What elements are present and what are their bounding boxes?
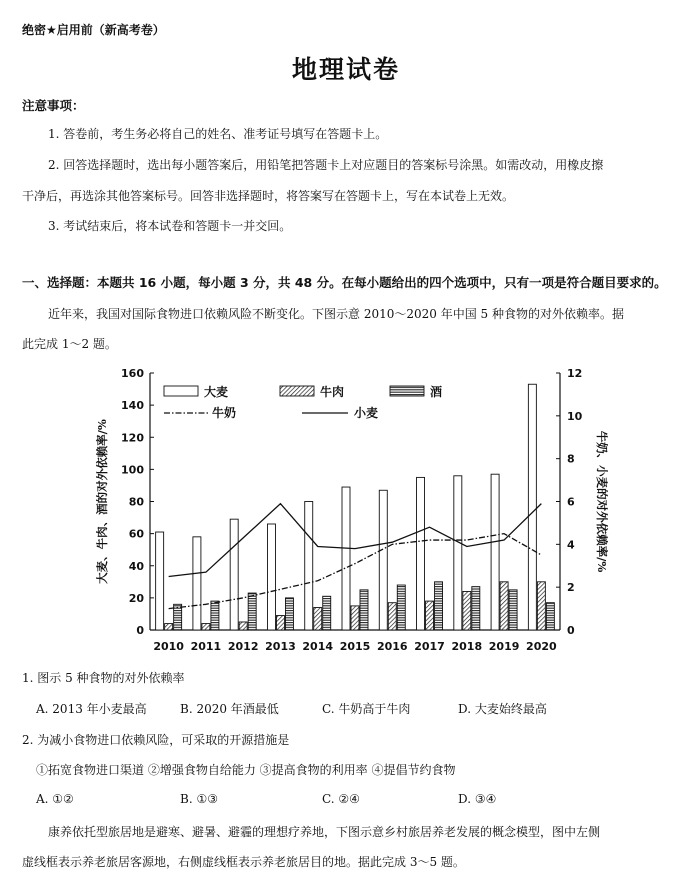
q1-stem: 1. 图示 5 种食物的对外依赖率 [22,671,185,685]
y-tick-label-left: 60 [128,527,144,541]
legend-label: 酒 [430,385,443,399]
y-tick-label-left: 160 [121,367,144,380]
x-tick-label: 2017 [414,640,445,653]
bar-大麦 [230,519,238,630]
bar-牛肉 [537,582,545,630]
bar-大麦 [305,502,313,631]
line-牛奶 [169,534,542,609]
bar-牛肉 [276,616,284,630]
intro-text: 近年来，我国对国际食物进口依赖风险不断变化。下图示意 2010～2020 年中国 5 种食物的对外依赖率。据 [48,307,624,321]
q1-option-b: B. 2020 年酒最低 [180,702,279,716]
x-tick-label: 2015 [339,640,371,653]
legend-label: 牛奶 [212,406,237,420]
bar-酒 [360,590,368,630]
legend-swatch [164,386,198,396]
intro-text: 此完成 1～2 题。 [22,337,117,351]
line-小麦 [169,504,542,577]
bar-牛肉 [500,582,508,630]
y-tick-label-left: 20 [128,591,144,605]
q1-option-d: D. 大麦始终最高 [458,702,547,716]
bar-牛肉 [239,622,247,630]
y-tick-label-right: 4 [567,538,575,552]
bar-酒 [323,596,331,630]
bar-大麦 [156,532,164,630]
y-axis-title-left: 大麦、牛肉、酒的对外依赖率/% [95,419,109,584]
q1-option-c: C. 牛奶高于牛肉 [322,702,411,716]
bar-大麦 [193,537,201,630]
x-tick-label: 2014 [302,640,334,653]
x-tick-label: 2013 [265,640,296,653]
page-title: 地理试卷 [291,55,400,84]
bar-酒 [546,603,554,630]
legend-swatch [280,386,314,396]
bar-大麦 [267,524,275,630]
q2-option-c: C. ②④ [322,792,360,806]
bar-酒 [285,598,293,630]
bar-酒 [472,587,480,630]
bar-牛肉 [165,624,173,630]
note-item: 干净后，再选涂其他答案标号。回答非选择题时，将答案写在答题卡上，写在本试卷上无效。 [22,189,515,203]
legend-label: 小麦 [354,406,379,420]
section-heading: 一、选择题：本题共 16 小题，每小题 3 分，共 48 分。在每小题给出的四个选项中，只有一项是符合题目要求的。 [22,275,667,290]
dependency-chart [90,358,610,663]
y-tick-label-right: 6 [567,495,575,509]
y-tick-label-right: 12 [567,367,583,380]
q2-option-a: A. ①② [36,792,74,806]
q2-option-d: D. ③④ [458,792,497,806]
legend-label: 大麦 [204,385,229,399]
bar-牛肉 [388,603,396,630]
y-tick-label-right: 8 [567,452,575,466]
bar-酒 [211,601,219,630]
q2-stem: 2. 为减小食物进口依赖风险，可采取的开源措施是 [22,733,290,747]
bar-大麦 [342,487,350,630]
y-tick-label-right: 0 [567,624,575,637]
q1-option-a: A. 2013 年小麦最高 [36,702,147,716]
legend-label: 牛肉 [320,385,345,399]
x-tick-label: 2016 [376,640,408,653]
q2-items: ①拓宽食物进口渠道 ②增强食物自给能力 ③提高食物的利用率 ④提倡节约食物 [36,763,456,777]
notes-heading: 注意事项： [22,98,85,113]
bar-酒 [397,585,405,630]
bar-大麦 [491,474,499,630]
y-tick-label-right: 10 [567,409,583,423]
y-tick-label-left: 0 [136,624,144,637]
bar-大麦 [379,490,387,630]
x-tick-label: 2019 [488,640,520,653]
bar-大麦 [417,477,425,630]
x-tick-label: 2012 [227,640,259,653]
y-tick-label-left: 80 [128,495,144,509]
x-tick-label: 2011 [190,640,222,653]
q2-option-b: B. ①③ [180,792,218,806]
bar-牛肉 [463,591,471,630]
bar-牛肉 [314,608,322,630]
y-tick-label-left: 100 [121,463,144,477]
confidential-note: 绝密★启用前（新高考卷） [22,23,165,37]
y-tick-label-left: 40 [128,559,144,573]
y-tick-label-left: 140 [121,399,144,413]
intro2-text: 虚线框表示养老旅居客源地，右侧虚线框表示养老旅居目的地。据此完成 3～5 题。 [22,855,465,869]
x-tick-label: 2020 [526,640,557,653]
bar-大麦 [528,384,536,630]
x-tick-label: 2010 [153,640,184,653]
bar-牛肉 [202,624,210,630]
y-tick-label-left: 120 [121,431,144,445]
y-axis-title-right: 牛奶、小麦的对外依赖率/% [595,430,609,573]
bar-酒 [509,590,517,630]
legend-swatch [390,386,424,396]
note-item: 2. 回答选择题时，选出每小题答案后，用铅笔把答题卡上对应题目的答案标号涂黑。如需改动，用橡皮擦 [48,158,604,172]
intro2-text: 康养依托型旅居地是避寒、避暑、避霾的理想疗养地，下图示意乡村旅居养老发展的概念模型，图中左侧 [48,825,601,839]
bar-牛肉 [426,601,434,630]
bar-酒 [435,582,443,630]
note-item: 3. 考试结束后，将本试卷和答题卡一并交回。 [48,219,292,233]
y-tick-label-right: 2 [567,581,575,595]
bar-酒 [248,593,256,630]
note-item: 1. 答卷前，考生务必将自己的姓名、准考证号填写在答题卡上。 [48,127,388,141]
x-tick-label: 2018 [451,640,483,653]
bar-牛肉 [351,606,359,630]
bar-大麦 [454,476,462,630]
